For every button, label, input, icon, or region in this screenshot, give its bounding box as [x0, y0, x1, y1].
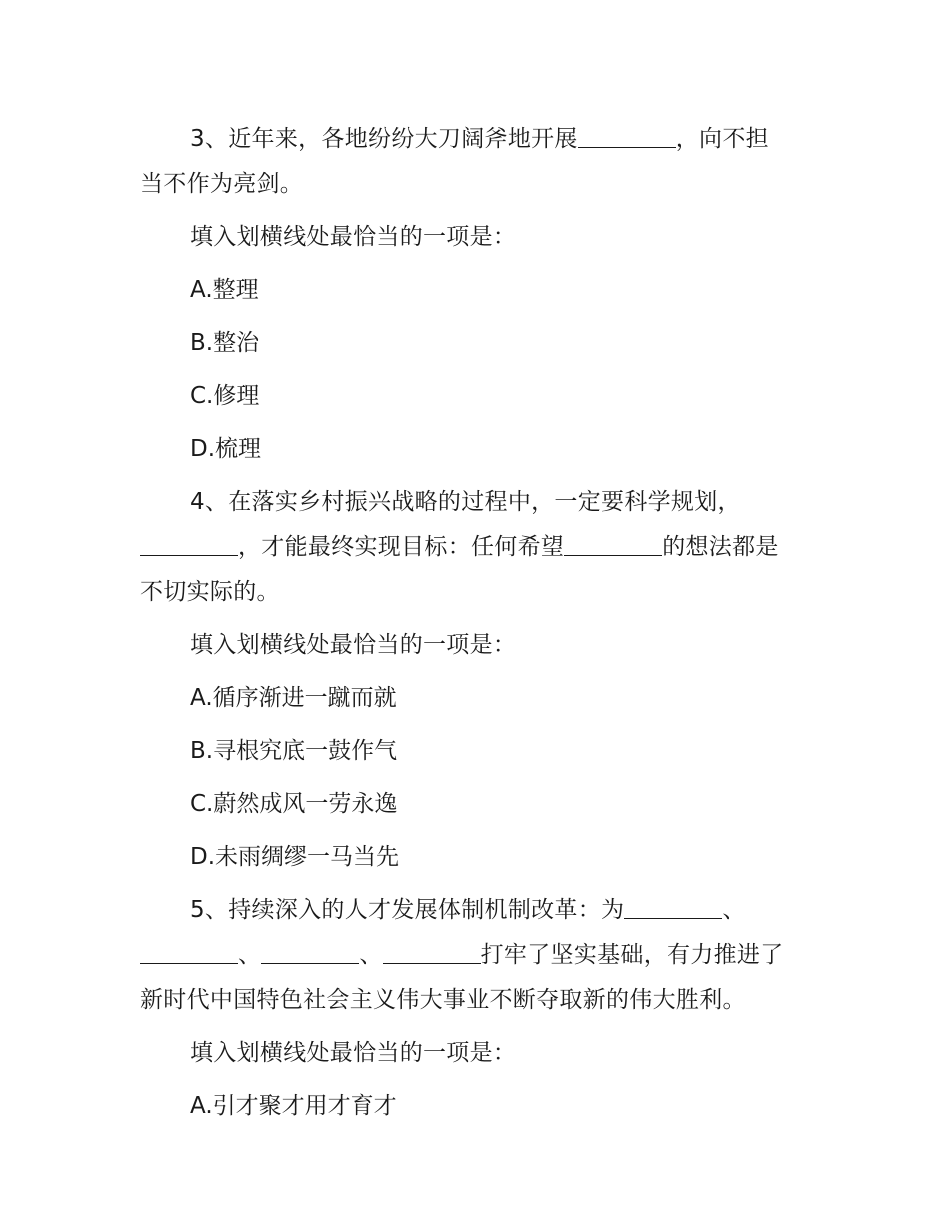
question-4-option-d[interactable]: D.未雨绸缪一马当先 [190, 844, 400, 870]
question-4-stem [140, 480, 812, 615]
question-5-line-2 [90, 933, 812, 978]
question-4-option-c[interactable]: C.蔚然成风一劳永逸 [190, 791, 398, 817]
answer-blank [383, 939, 481, 964]
question-5-line-3: 新时代中国特色社会主义伟大事业不断夺取新的伟大胜利。 [140, 987, 746, 1013]
separator: 、 [238, 942, 262, 968]
answer-blank [140, 531, 238, 556]
question-4-line-1: 4、在落实乡村振兴战略的过程中，一定要科学规划， [190, 489, 741, 515]
question-3-text-a: 3、近年来，各地纷纷大刀阔斧地开展 [190, 126, 578, 152]
question-3-option-b[interactable]: B.整治 [190, 330, 260, 356]
question-5-text-b: 打牢了坚实基础，有力推进了 [480, 942, 784, 968]
question-5-stem [140, 888, 812, 1023]
answer-blank [261, 939, 359, 964]
question-3-line-1 [140, 117, 812, 162]
question-4-text-a: ，才能最终实现目标：任何希望 [238, 534, 565, 560]
question-3-prompt: 填入划横线处最恰当的一项是： [190, 224, 517, 250]
question-4-line-3: 不切实际的。 [140, 579, 280, 605]
question-5-prompt: 填入划横线处最恰当的一项是： [190, 1040, 517, 1066]
answer-blank [140, 939, 238, 964]
question-4-option-a[interactable]: A.循序渐进一蹴而就 [190, 685, 397, 711]
separator: 、 [359, 942, 383, 968]
answer-blank [624, 894, 722, 919]
question-3-option-a[interactable]: A.整理 [190, 277, 259, 303]
separator: 、 [722, 897, 746, 923]
question-3-line-2: 当不作为亮剑。 [140, 171, 304, 197]
question-4-line-2 [90, 525, 812, 570]
question-3-option-d[interactable]: D.梳理 [190, 436, 262, 462]
question-5-line-1 [140, 888, 812, 933]
question-3-stem [140, 117, 812, 207]
question-3-option-c[interactable]: C.修理 [190, 383, 260, 409]
answer-blank [578, 123, 676, 148]
answer-blank [564, 531, 662, 556]
question-4-option-b[interactable]: B.寻根究底一鼓作气 [190, 738, 398, 764]
question-5-text-a: 5、持续深入的人才发展体制机制改革：为 [190, 897, 625, 923]
question-3-text-b: ，向不担 [675, 126, 769, 152]
question-4-text-b: 的想法都是 [662, 534, 779, 560]
question-4-prompt: 填入划横线处最恰当的一项是： [190, 632, 517, 658]
document-page [140, 117, 812, 1137]
question-5-option-a[interactable]: A.引才聚才用才育才 [190, 1093, 397, 1119]
